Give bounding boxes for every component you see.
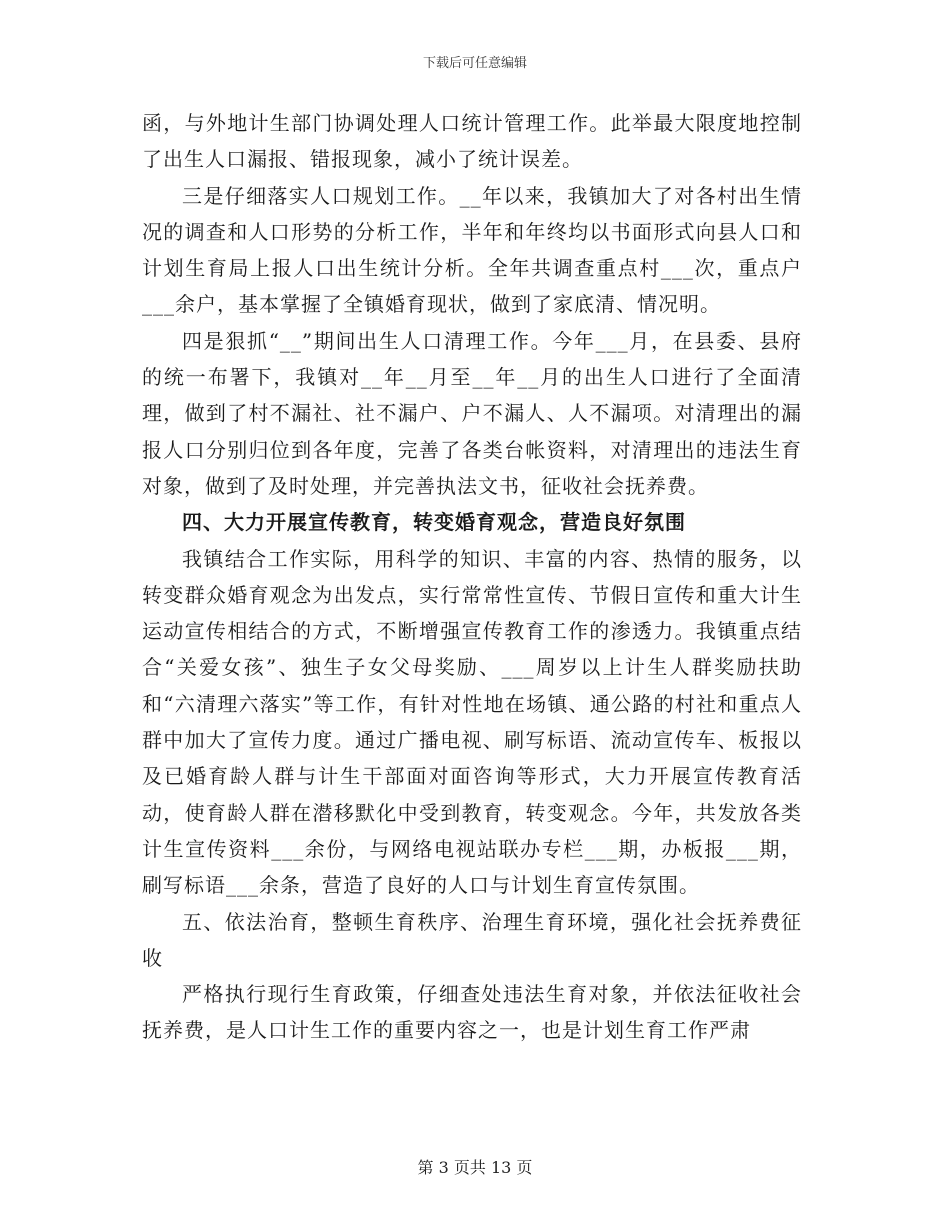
section-heading-publicity: 四、大力开展宣传教育，转变婚育观念，营造良好氛围: [182, 510, 686, 535]
section-heading-law: 五、依法治育，整顿生育秩序、治理生育环境，强化社会抚养费征收: [142, 909, 802, 970]
paragraph-law-enforcement: 严格执行现行生育政策，仔细查处违法生育对象，并依法征收社会抚养费，是人口计生工作的重要内容之一，也是计划生育工作严肃: [142, 982, 802, 1043]
paragraph-continued: 函，与外地计生部门协调处理人口统计管理工作。此举最大限度地控制了出生人口漏报、错报现象，减小了统计误差。: [142, 111, 802, 172]
paragraph-publicity: 我镇结合工作实际，用科学的知识、丰富的内容、热情的服务，以转变群众婚育观念为出发点，实行常常性宣传、节假日宣传和重大计生运动宣传相结合的方式，不断增强宣传教育工作的渗透力。我镇重点结合“关爱女孩”、独生子女父母奖励、___周岁以上计生人群奖励扶助和“六清理六落实”等工作，有针对性地在场镇、通公路的村社和重点人群中加大了宣传力度。通过广播电视、刷写标语、流动宣传车、板报以及已婚育龄人群与计生干部面对面咨询等形式，大力开展宣传教育活动，使育龄人群在潜移默化中受到教育，转变观念。今年，共发放各类计生宣传资料___余份，与网络电视站联办专栏___期，办板报___期，刷写标语___余条，营造了良好的人口与计划生育宣传氛围。: [142, 546, 802, 898]
paragraph-birth-cleanup: 四是狠抓“__”期间出生人口清理工作。今年___月，在县委、县府的统一布署下，我镇对__年__月至__年__月的出生人口进行了全面清理，做到了村不漏社、社不漏户、户不漏人、人不漏项。对清理出的漏报人口分别归位到各年度，完善了各类台帐资料，对清理出的违法生育对象，做到了及时处理，并完善执法文书，征收社会抚养费。: [142, 328, 802, 498]
page-header-note: 下载后可任意编辑: [422, 56, 527, 71]
paragraph-population-planning: 三是仔细落实人口规划工作。__年以来，我镇加大了对各村出生情况的调查和人口形势的分析工作，半年和年终均以书面形式向县人口和计划生育局上报人口出生统计分析。全年共调查重点村___次，重点户___余户，基本掌握了全镇婚育现状，做到了家底清、情况明。: [142, 183, 802, 317]
document-body: [142, 105, 802, 1049]
page-number-footer: 第 3 页共 13 页: [417, 1158, 533, 1177]
